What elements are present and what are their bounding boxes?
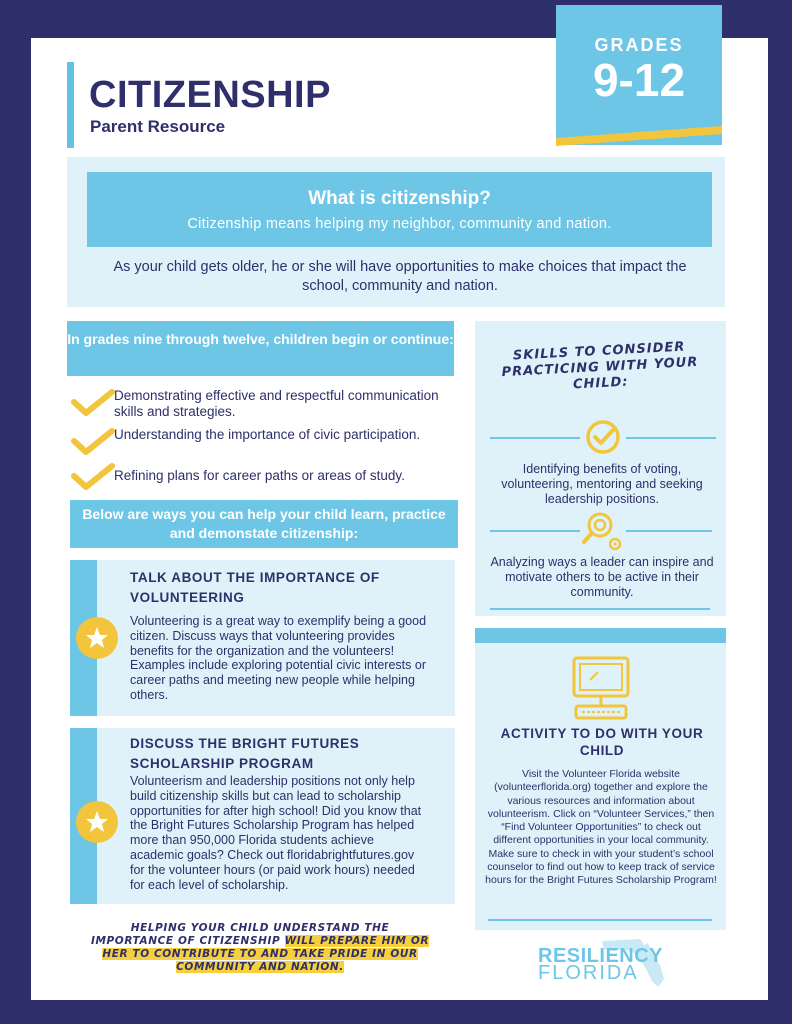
divider	[490, 437, 580, 439]
what-question: What is citizenship?	[308, 188, 491, 209]
title-accent-bar	[67, 62, 74, 148]
activity-top-bar	[475, 628, 726, 643]
checklist-text: Refining plans for career paths or areas of study.	[114, 468, 405, 483]
activity-heading: ACTIVITY TO DO WITH YOUR CHILD	[500, 726, 704, 758]
skills-title: SKILLS TO CONSIDER PRACTICING WITH YOUR CHILD:	[501, 339, 699, 393]
skill-text: Identifying benefits of voting, volunteering, mentoring and seeking leadership positions.	[501, 462, 703, 506]
grades-label: GRADES	[594, 35, 684, 55]
closing-message	[90, 922, 430, 974]
what-description: As your child gets older, he or she will have opportunities to make choices that impact the school, community and nation.	[113, 259, 687, 294]
checklist-item	[70, 427, 450, 457]
checkmark-icon	[70, 427, 116, 457]
divider	[490, 608, 710, 610]
checkmark-icon	[70, 462, 116, 492]
star-icon	[76, 617, 118, 659]
activity-body: Visit the Volunteer Florida website (volunteerflorida.org) together and explore the various resources and information about volunteerism. Click on “Volunteer Services,” then “Find Volunteer Opportunities” to check out different opportunities in your local community. Make sure to check in with your student’s school counselor to find out how to keep track of service hours for the Bright Futures Scholarship Program!	[485, 768, 717, 887]
divider	[488, 919, 712, 921]
bright-futures-card	[70, 728, 455, 904]
card-heading: TALK ABOUT THE IMPORTANCE OF VOLUNTEERING	[130, 570, 380, 605]
divider	[490, 530, 580, 532]
magnifier-gear-icon	[580, 511, 626, 553]
checklist-text: Demonstrating effective and respectful communication skills and strategies.	[114, 388, 439, 419]
card-body: Volunteering is a great way to exemplify being a good citizen. Discuss ways that volunteering provides benefits for the organization and the volunteers! Examples include exploring potential civic interests or career paths and meeting new people while helping others.	[130, 614, 427, 702]
checkmark-icon	[70, 388, 116, 418]
logo-line1: RESILIENCY	[538, 945, 664, 967]
checklist-item	[70, 462, 450, 492]
checklist-item	[70, 388, 450, 420]
divider	[626, 530, 712, 532]
checklist-text: Understanding the importance of civic participation.	[114, 427, 421, 442]
grades-heading: In grades nine through twelve, children begin or continue:	[67, 321, 454, 376]
page-subtitle: Parent Resource	[90, 117, 226, 136]
resiliency-florida-logo	[538, 935, 668, 990]
card-heading: DISCUSS THE BRIGHT FUTURES SCHOLARSHIP PROGRAM	[130, 736, 360, 771]
ways-heading: Below are ways you can help your child learn, practice and demonstate citizenship:	[70, 500, 458, 548]
page-title: CITIZENSHIP	[89, 74, 331, 116]
what-answer: Citizenship means helping my neighbor, community and nation.	[187, 216, 612, 232]
what-box	[87, 172, 712, 247]
computer-icon	[570, 656, 632, 722]
card-body: Volunteerism and leadership positions not only help build citizenship skills but can lead to scholarship opportunities for after high school! Did you know that the Bright Futures Scholarship Program has helped more than 950,000 Florida students achieve academic goals? Check out floridabrightfutures.gov for the volunteer hours (or paid work hours) needed for each level of scholarship.	[130, 774, 422, 892]
check-circle-icon	[583, 419, 623, 455]
divider	[626, 437, 716, 439]
logo-line2: FLORIDA	[538, 962, 639, 984]
grades-range: 9-12	[592, 54, 686, 106]
grades-ribbon-icon	[556, 120, 722, 148]
closing-plain: HELPING YOUR CHILD UNDERSTAND THE IMPORTANCE OF CITIZENSHIP	[90, 922, 390, 947]
volunteering-card	[70, 560, 455, 716]
skill-text: Analyzing ways a leader can inspire and motivate others to be active in their community.	[490, 555, 714, 599]
star-icon	[76, 801, 118, 843]
closing-highlight: WILL PREPARE HIM OR HER TO CONTRIBUTE TO AND TAKE PRIDE IN OUR COMMUNITY AND NATION.	[102, 935, 430, 973]
